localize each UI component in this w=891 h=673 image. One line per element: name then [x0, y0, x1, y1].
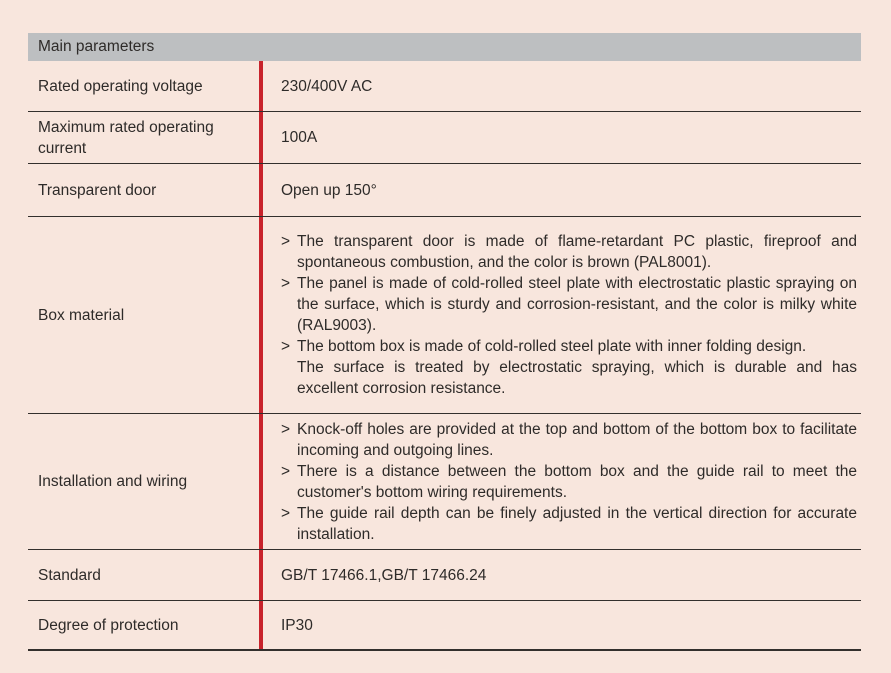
row-label-text: Transparent door [38, 181, 157, 199]
table-header [28, 33, 861, 61]
bullet-text: The panel is made of cold-rolled steel plate with electrostatic plastic spraying on the surface, which is sturdy and corrosion-resistant, and the color is milky white (RAL9003). [297, 275, 857, 334]
row-label [28, 164, 263, 216]
bullet-text: The surface is treated by electrostatic spraying, which is durable and has excellent corrosion resistance. [297, 359, 857, 397]
row-label [28, 550, 263, 600]
row-label-text: Rated operating voltage [38, 77, 203, 95]
row-value [263, 164, 861, 216]
bullet-text: Knock-off holes are provided at the top and bottom of the bottom box to facilitate incoming and outgoing lines. [297, 420, 857, 459]
table-row-box-material [28, 217, 861, 414]
parameters-table [28, 33, 861, 651]
row-value [263, 61, 861, 111]
bullet-item-continuation [281, 357, 857, 399]
row-label-text: Degree of protection [38, 616, 179, 634]
bullet-item [281, 503, 857, 545]
row-label-text: Maximum rated operating current [38, 118, 214, 157]
row-value-text: IP30 [281, 616, 313, 634]
row-value-text: 230/400V AC [281, 77, 373, 95]
row-value [263, 550, 861, 600]
bullet-item [281, 336, 857, 357]
row-value [263, 414, 861, 549]
bullet-text: The bottom box is made of cold-rolled steel plate with inner folding design. [297, 338, 807, 355]
row-label [28, 61, 263, 111]
bullet-marker: > [281, 275, 291, 292]
row-label-text: Installation and wiring [38, 473, 188, 490]
table-body [28, 61, 861, 651]
bullet-marker: > [281, 233, 291, 250]
row-label [28, 217, 263, 413]
bullet-marker: > [281, 338, 291, 355]
row-label-text: Box material [38, 306, 125, 324]
bullet-item [281, 419, 857, 461]
table-title: Main parameters [38, 38, 155, 55]
bullet-item [281, 461, 857, 503]
row-value [263, 217, 861, 413]
bullet-marker: > [281, 420, 291, 438]
table-row-installation-wiring [28, 414, 861, 550]
bullet-marker [281, 357, 297, 399]
bullet-text: There is a distance between the bottom box and the guide rail to meet the customer's bottom wiring requirements. [297, 462, 857, 501]
bullet-item [281, 231, 857, 273]
row-value-text: GB/T 17466.1,GB/T 17466.24 [281, 566, 487, 584]
bullet-text: The guide rail depth can be finely adjusted in the vertical direction for accurate installation. [297, 504, 857, 543]
table-row-standard [28, 550, 861, 601]
table-row-transparent-door [28, 164, 861, 217]
row-label-text: Standard [38, 566, 101, 584]
row-value [263, 112, 861, 163]
bullet-marker: > [281, 504, 291, 522]
row-value-text: Open up 150° [281, 181, 377, 199]
row-label [28, 414, 263, 549]
table-row-rated-current [28, 112, 861, 164]
table-row-degree-of-protection [28, 601, 861, 651]
row-value-text: 100A [281, 129, 318, 146]
row-value [263, 601, 861, 649]
row-label [28, 112, 263, 163]
bullet-item [281, 273, 857, 336]
bullet-marker: > [281, 462, 291, 480]
row-label [28, 601, 263, 649]
table-row-rated-voltage [28, 61, 861, 112]
bullet-text: The transparent door is made of flame-retardant PC plastic, fireproof and spontaneous combustion, and the color is brown (PAL8001). [297, 233, 857, 271]
